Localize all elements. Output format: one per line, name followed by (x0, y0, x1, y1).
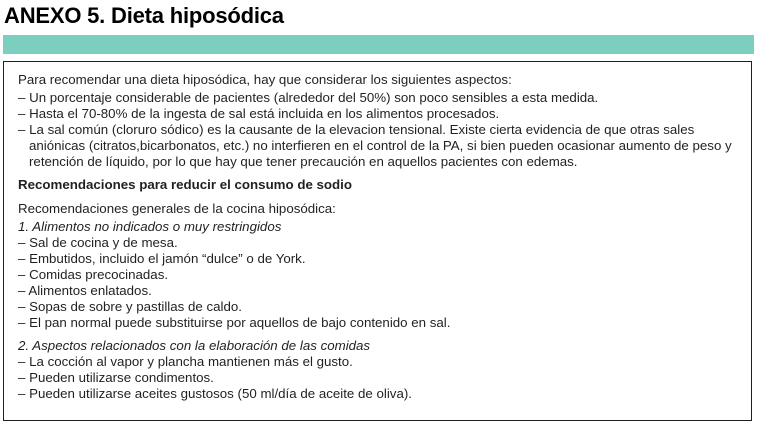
section1-item: – Sal de cocina y de mesa. (18, 235, 178, 250)
aspect-item: – Un porcentaje considerable de pacientes (alrededor del 50%) son poco sensibles a esta medida. (18, 90, 599, 105)
section1-item: – Comidas precocinadas. (18, 267, 169, 282)
section1-item: – Embutidos, incluido el jamón “dulce” o de York. (18, 251, 306, 266)
annex-title: ANEXO 5. Dieta hiposódica (4, 3, 284, 28)
header-color-band (3, 35, 754, 54)
content-text (18, 72, 743, 402)
aspect-item: – La sal común (cloruro sódico) es la causante de la elevacion tensional. Existe cierta evidencia de que otras sales aniónicas (citratos,bicarbonatos, etc.) no interfieren en el control de la PA, si bien pueden ocasionar aumento de peso y retención de líquido, por lo que hay que tener precaución en aquellos pacientes con edemas. (18, 122, 732, 169)
section1-item: – El pan normal puede substituirse por aquellos de bajo contenido en sal. (18, 315, 451, 330)
section1-item: – Alimentos enlatados. (18, 283, 152, 298)
aspect-item: – Hasta el 70-80% de la ingesta de sal está incluida en los alimentos procesados. (18, 106, 500, 121)
section1-heading: 1. Alimentos no indicados o muy restringidos (18, 219, 282, 234)
section1-item: – Sopas de sobre y pastillas de caldo. (18, 299, 242, 314)
section2-item: – Pueden utilizarse condimentos. (18, 370, 214, 385)
section2-heading: 2. Aspectos relacionados con la elaboración de las comidas (18, 338, 371, 353)
section2-item: – Pueden utilizarse aceites gustosos (50 ml/día de aceite de oliva). (18, 386, 412, 401)
section2-item: – La cocción al vapor y plancha mantienen más el gusto. (18, 354, 353, 369)
intro-text: Para recomendar una dieta hiposódica, hay que considerar los siguientes aspectos: (18, 72, 512, 87)
recommendations-heading: Recomendaciones para reducir el consumo de sodio (18, 177, 352, 192)
general-intro-text: Recomendaciones generales de la cocina hiposódica: (18, 201, 336, 216)
